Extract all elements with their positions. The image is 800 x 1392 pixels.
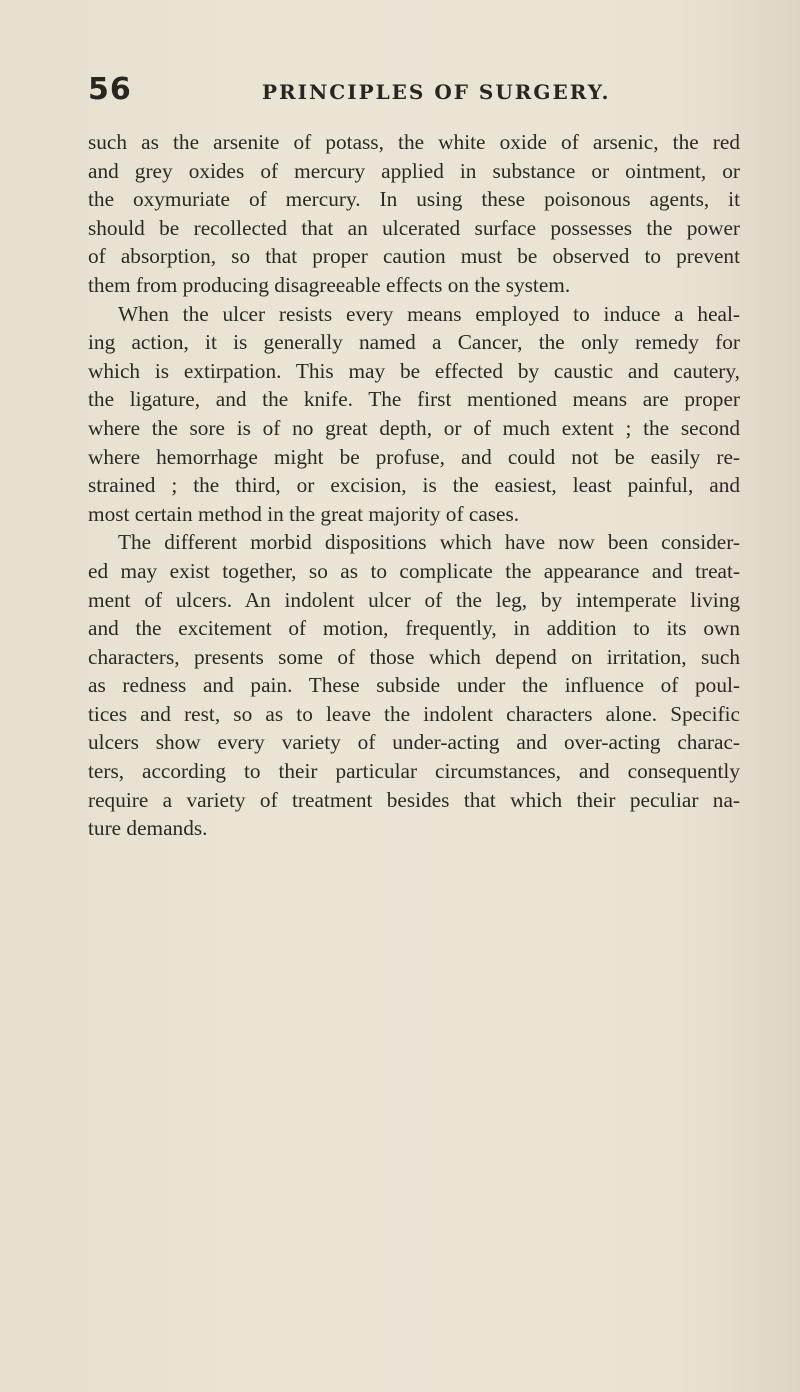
paragraph-2 [88, 300, 740, 529]
text-line: ment of ulcers. An indolent ulcer of the leg, by intemperate living [88, 587, 740, 612]
text-line: of absorption, so that proper caution must be observed to prevent [88, 244, 740, 269]
text-line: require a variety of treatment besides that which their peculiar na- [88, 787, 740, 812]
text-line: strained ; the third, or excision, is the easiest, least painful, and [88, 473, 740, 498]
text-line: and grey oxides of mercury applied in substance or ointment, or [88, 158, 740, 183]
text-line: most certain method in the great majority of cases. [88, 501, 520, 526]
text-line: The different morbid dispositions which have now been consider- [118, 530, 740, 555]
text-line: characters, presents some of those which depend on irritation, such [88, 644, 740, 669]
text-line: tices and rest, so as to leave the indolent characters alone. Specific [88, 701, 740, 726]
text-line: where the sore is of no great depth, or of much extent ; the second [88, 415, 740, 440]
text-line: should be recollected that an ulcerated surface possesses the power [88, 215, 740, 240]
text-line: as redness and pain. These subside under the influence of poul- [88, 673, 740, 698]
text-line: When the ulcer resists every means employed to induce a heal- [118, 301, 740, 326]
text-line: ulcers show every variety of under-acting and over-acting charac- [88, 730, 740, 755]
page-number: 56 [88, 72, 132, 107]
text-line: ed may exist together, so as to complicate the appearance and treat- [88, 558, 740, 583]
text-line: the oxymuriate of mercury. In using these poisonous agents, it [88, 187, 740, 212]
page-header [88, 72, 728, 112]
text-line: ture demands. [88, 816, 208, 841]
running-head: PRINCIPLES OF SURGERY. [262, 80, 611, 104]
text-line: ing action, it is generally named a Cancer, the only remedy for [88, 330, 740, 355]
text-line: ters, according to their particular circumstances, and consequently [88, 759, 740, 784]
body-text [88, 128, 740, 843]
paragraph-3 [88, 528, 740, 843]
text-line: which is extirpation. This may be effected by caustic and cautery, [88, 358, 740, 383]
text-line: such as the arsenite of potass, the white oxide of arsenic, the red [88, 130, 740, 154]
paragraph-1 [88, 128, 740, 300]
text-line: them from producing disagreeable effects on the system. [88, 272, 571, 297]
text-line: the ligature, and the knife. The first mentioned means are proper [88, 387, 740, 412]
text-line: and the excitement of motion, frequently, in addition to its own [88, 616, 740, 641]
text-line: where hemorrhage might be profuse, and could not be easily re- [88, 444, 740, 469]
